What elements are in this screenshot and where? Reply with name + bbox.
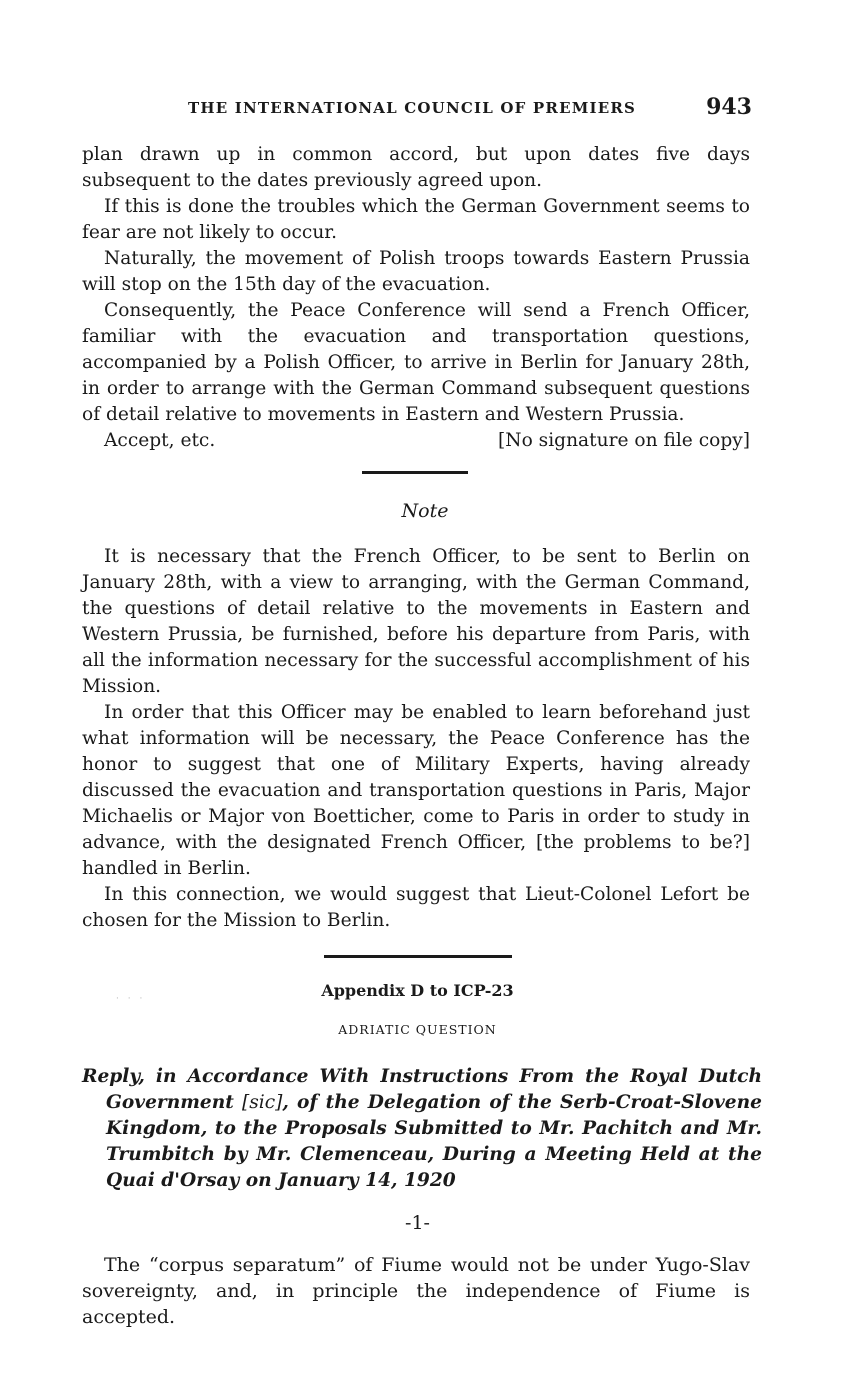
page-number: 943 bbox=[706, 94, 752, 120]
signature-note: [No signature on file copy] bbox=[498, 430, 750, 451]
running-title: THE INTERNATIONAL COUNCIL OF PREMIERS bbox=[188, 99, 637, 117]
scan-speck: · · · bbox=[116, 994, 146, 1004]
subject-heading: ADRIATIC QUESTION bbox=[338, 1022, 497, 1037]
note-heading: Note bbox=[401, 500, 449, 522]
letter-paragraph: plan drawn up in common accord, but upon dates five days subsequent to the dates previously agreed upon. bbox=[82, 144, 750, 191]
section-divider bbox=[324, 955, 512, 958]
letter-paragraph: If this is done the troubles which the German Government seems to fear are not likely to occur. bbox=[82, 196, 750, 243]
closing-line bbox=[82, 428, 750, 454]
appendix-body bbox=[82, 1252, 750, 1330]
closing-text: Accept, etc. bbox=[104, 430, 216, 451]
reply-title-part2: , of the Delegation of the Serb-Croat-Slovene Kingdom, to the Proposals Submitted to Mr. Pachitch and Mr. Trumbitch by Mr. Clemenceau, During a Meeting Held at the Quai d'Orsay on January 14, 1920 bbox=[106, 1092, 762, 1191]
note-paragraph: In order that this Officer may be enabled to learn beforehand just what information will be necessary, the Peace Conference has the honor to suggest that one of Military Experts, having already discussed the evacuation and transportation questions in Paris, Major Michaelis or Major von Boetticher, come to Paris in order to study in advance, with the designated French Officer, [the problems to be?] handled in Berlin. bbox=[82, 702, 750, 879]
sic-mark: [sic] bbox=[242, 1092, 283, 1113]
appendix-heading: Appendix D to ICP-23 bbox=[321, 981, 514, 1000]
appendix-paragraph: The “corpus separatum” of Fiume would not be under Yugo-Slav sovereignty, and, in principle the independence of Fiume is accepted. bbox=[82, 1254, 750, 1328]
letter-paragraph: Naturally, the movement of Polish troops towards Eastern Prussia will stop on the 15th day of the evacuation. bbox=[82, 248, 750, 295]
reply-title-part1: Reply, in Accordance With Instructions From the Royal Dutch Government bbox=[82, 1066, 762, 1113]
running-header bbox=[82, 94, 752, 122]
note-paragraph: In this connection, we would suggest that Lieut-Colonel Lefort be chosen for the Mission to Berlin. bbox=[82, 884, 750, 931]
section-divider bbox=[362, 471, 468, 474]
letter-paragraph: Consequently, the Peace Conference will send a French Officer, familiar with the evacuation and transportation questions, accompanied by a Polish Officer, to arrive in Berlin for January 28th, in order to arrange with the German Command subsequent questions of detail relative to movements in Eastern and Western Prussia. bbox=[82, 300, 750, 425]
reply-title bbox=[82, 1064, 762, 1194]
note-paragraph: It is necessary that the French Officer, to be sent to Berlin on January 28th, with a view to arranging, with the German Command, the questions of detail relative to the movements in Eastern and Western Prussia, be furnished, before his departure from Paris, with all the information necessary for the successful accomplishment of his Mission. bbox=[82, 546, 750, 697]
letter-body bbox=[82, 142, 750, 454]
note-body bbox=[82, 544, 750, 934]
section-number: -1- bbox=[405, 1212, 430, 1234]
